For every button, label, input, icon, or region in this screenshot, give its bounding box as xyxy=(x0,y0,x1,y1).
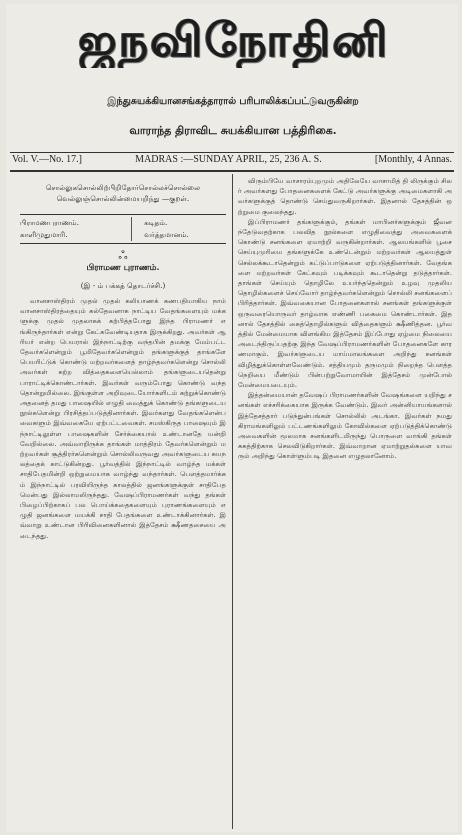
price: [Monthly, 4 Annas. xyxy=(374,154,452,165)
contents-item: கடிதம். xyxy=(131,217,226,229)
volume-number: Vol. V.—No. 17.] xyxy=(12,154,83,165)
contents-box xyxy=(20,214,226,244)
epigraph-line-1: சொல்லுகசொல்லிற்பிறிதோர்சொல்லச்சொல்லை xyxy=(45,183,201,192)
right-column xyxy=(238,176,452,826)
bottom-rule xyxy=(10,170,454,172)
contents-row xyxy=(20,229,226,241)
issue-line xyxy=(12,154,452,169)
epigraph-line-2 xyxy=(20,193,226,204)
epigraph-author: —குறள். xyxy=(162,194,190,203)
article-paragraph: இத்தன்மையான் தவேஷப் பிராமணர்களின் வேஷங்களை யறிந்து சனங்கள் எச்சரிக்கையாக இருக்க வேண்டும். இவர் அன்னியாயங்களால் இத்தேசத்தார் படுந்துன்பங்கள் சொல்லில் அடங்கா. இவர்கள் நமது கிராமங்களிலும் பட்டணங்களிலும் கோவில்களை ஏற்படுத்திக்கொண்டு அவைகளின் மூலமாக சனங்களிடமிருந்து பொருளை வாங்கி தங்கள் சுகத்திற்காக செலவிடுகிறார்கள். இவ்வாறான ஏமாற்றுதல்களை யாவரும் அறிந்து கொள்ளும்படி இதனை எழுதலானோம். xyxy=(238,391,452,461)
masthead-title: ஜநவிநோதினி xyxy=(34,12,434,68)
article-paragraph: இப்பிராமணர் தங்களுக்கும், தங்கள் மாபினர்களுக்கும் ஜீவனந்தேடுவதற்காக பலவித நூல்களை எழுதிவைத்து அவைகளைக் கொண்டு சனங்களை ஏமாற்றி வருகின்றார்கள். ஆலயங்களில் பூசை செய்யுமுரிமை தங்களுக்கே உண்டென்றும் மற்றவர்கள் ஆலயத்துள் செல்லக்கூடாதென்றும் கட்டுப்பாடுகளை ஏற்படுத்தினார்கள். வேதங்களை மற்றவர்கள் கேட்கவும் படிக்கவும் கூடாதென்று தடுத்தார்கள். தாங்கள் செய்யும் தொழிலே உயர்ந்ததென்றும் உழவு முதலிய தொழில்களைச் செய்வோர் தாழ்ந்தவர்களென்றும் சொல்லி சனங்களைப் பிரித்தார்கள். இவ்வகையான போதனைகளால் சனங்கள் தங்களுக்குள் ஒருவரையொருவர் தாழ்வாக எண்ணி பகைமை கொண்டார்கள். இதனால் தேசத்தில் கைத்தொழில்களும் வித்தைகளும் க்ஷீணித்தன. பூர்வத்தில் மேன்மையாக விளங்கிய இத்தேசம் இப்போது ஏழ்மை நிலையை அடைந்திருப்பதற்கு இந்த வேஷப்பிராமணர்களின் போதனைகளே காரணமாகும். இவர்களுடைய மாய்மாலங்களை அறிந்து சனங்கள் விழித்துக்கொள்ளவேண்டும். சத்தியமும் தருமமும் நிறைந்த பௌத்த நெறியை மீண்டும் பின்பற்றுவோமாயின் இத்தேசம் முன்போல் மேன்மையடையும். xyxy=(238,217,452,390)
column-divider xyxy=(232,174,233,829)
contents-item: காளிமுதுமாரி. xyxy=(20,230,68,239)
contents-row xyxy=(20,217,226,229)
masthead xyxy=(6,4,458,149)
epigraph-text: வெல்லுஞ்சொல்லின்மையறிந்து xyxy=(56,194,160,203)
article-paragraph: விரும்பியே வாசாரம்புறமும் அதிலேயே வாசாமித் தி லிருக்கும் சிலர் அவர்களது போதனைகளைக் கேட்டு அவர்களுக்கு அடிமைகளாகி அவர்களுக்குத் தொண்டு செய்துவருகிறார்கள். இதனால் தேசத்தின் ஒற்றுமை குலைந்தது. xyxy=(238,177,452,216)
newspaper-page xyxy=(6,4,458,832)
dateline: MADRAS :—SUNDAY APRIL, 25, 236 A. S. xyxy=(135,154,322,165)
article-continuation-note: (இ - ம் பக்கத் தொடர்ச்சி.) xyxy=(80,281,166,290)
left-column xyxy=(20,176,226,826)
masthead-tagline: வாராந்த திராவிட சுயக்கியான பத்திரிகை. xyxy=(129,124,337,137)
masthead-subtitle: இந்துசுயக்கியானசங்கத்தாரால் பரிபாலிக்கப்பட்டுவருகின்ற xyxy=(107,96,359,107)
contents-item: வர்த்தமானம். xyxy=(131,229,226,241)
ornament-icon: ஃ xyxy=(118,248,128,262)
top-rule xyxy=(10,152,454,153)
contents-item: பிராமணபுராணம். xyxy=(20,218,79,227)
article-paragraph: வானசாஸ்திரம் முதல் முதல் கலியாணக் கணபதியாகிய நாம் வானசாஸ்திரத்தையும் கல்தேவனாக நாட்டிய வேதங்களையும் மக்களுக்கு முதல் முதலாகக் கற்பித்தபோது இந்த பிராமணர் எங்கிருந்தார்கள் என்று கேட்கவேண்டியதாக இருக்கிறது. அவர்கள் ஆரியர் என்ற பெயரால் இந்நாட்டிற்கு வந்தபின் தமக்கு மேம்பட்ட தேவர்களென்றும் பூமிதேவர்களென்றும் தங்களுக்குத் தாங்களே பெயரிட்டுக் கொண்டு மற்றவர்களைத் தாழ்ந்தவர்களென்று சொல்லி அவர்கள் கற்ற வித்தைகளையெல்லாம் தங்களுடையதென்று பாராட்டிக்கொண்டார்கள். இவர்கள் வரும்போது கொண்டு வந்ததொன்றுமில்லை. இங்குள்ள அறிவுடையோர்களிடம் கற்றுக்கொண்டு அதனைத் தமது பாஷையில் எழுதி வைத்துக் கொண்டு தங்களுடைய நூல்களென்று பிரசித்தப்படுத்தினார்கள். இவர்களது வேதங்களென்பவைகளும் இவ்வகையே ஏற்பட்டவைகள். சமஸ்கிருத பாஷையும் இந்நாட்டிலுள்ள பாஷைகளின் சேர்க்கையால் உண்டானதே யன்றி வேறில்லை. அவ்வாறிருக்க தாங்கள் மாத்திரம் தேவர்களென்றும் மற்றவர்கள் சூத்திரர்களென்றும் சொல்லிவருவது அவர்களுடைய சுயநலத்தைக் காட்டுகின்றது. பூர்வத்தில் இந்நாட்டில் வாழ்ந்த மக்கள் சாதிபேதமின்றி ஒற்றுமையாக வாழ்ந்து வந்தார்கள். பௌத்தமார்க்கம் இந்நாட்டில் பரவியிருந்த காலத்தில் ஜனங்களுக்குள் சாதிபேதமென்பது இல்லாமலிருந்தது. வேஷப்பிராமணர்கள் வந்து தங்கள் பிழைப்பிற்காகப் பல பொய்க்கதைகளையும் புராணங்களையும் எழுதி ஜனங்களை மயக்கி சாதி பேதங்களை உண்டாக்கினார்கள். இவ்வாறு உண்டான பிரிவினைகளினால் இத்தேசம் க்ஷீணதசையை அடைந்தது. xyxy=(20,297,226,540)
article-title: பிராமண புராணம். xyxy=(86,263,160,273)
